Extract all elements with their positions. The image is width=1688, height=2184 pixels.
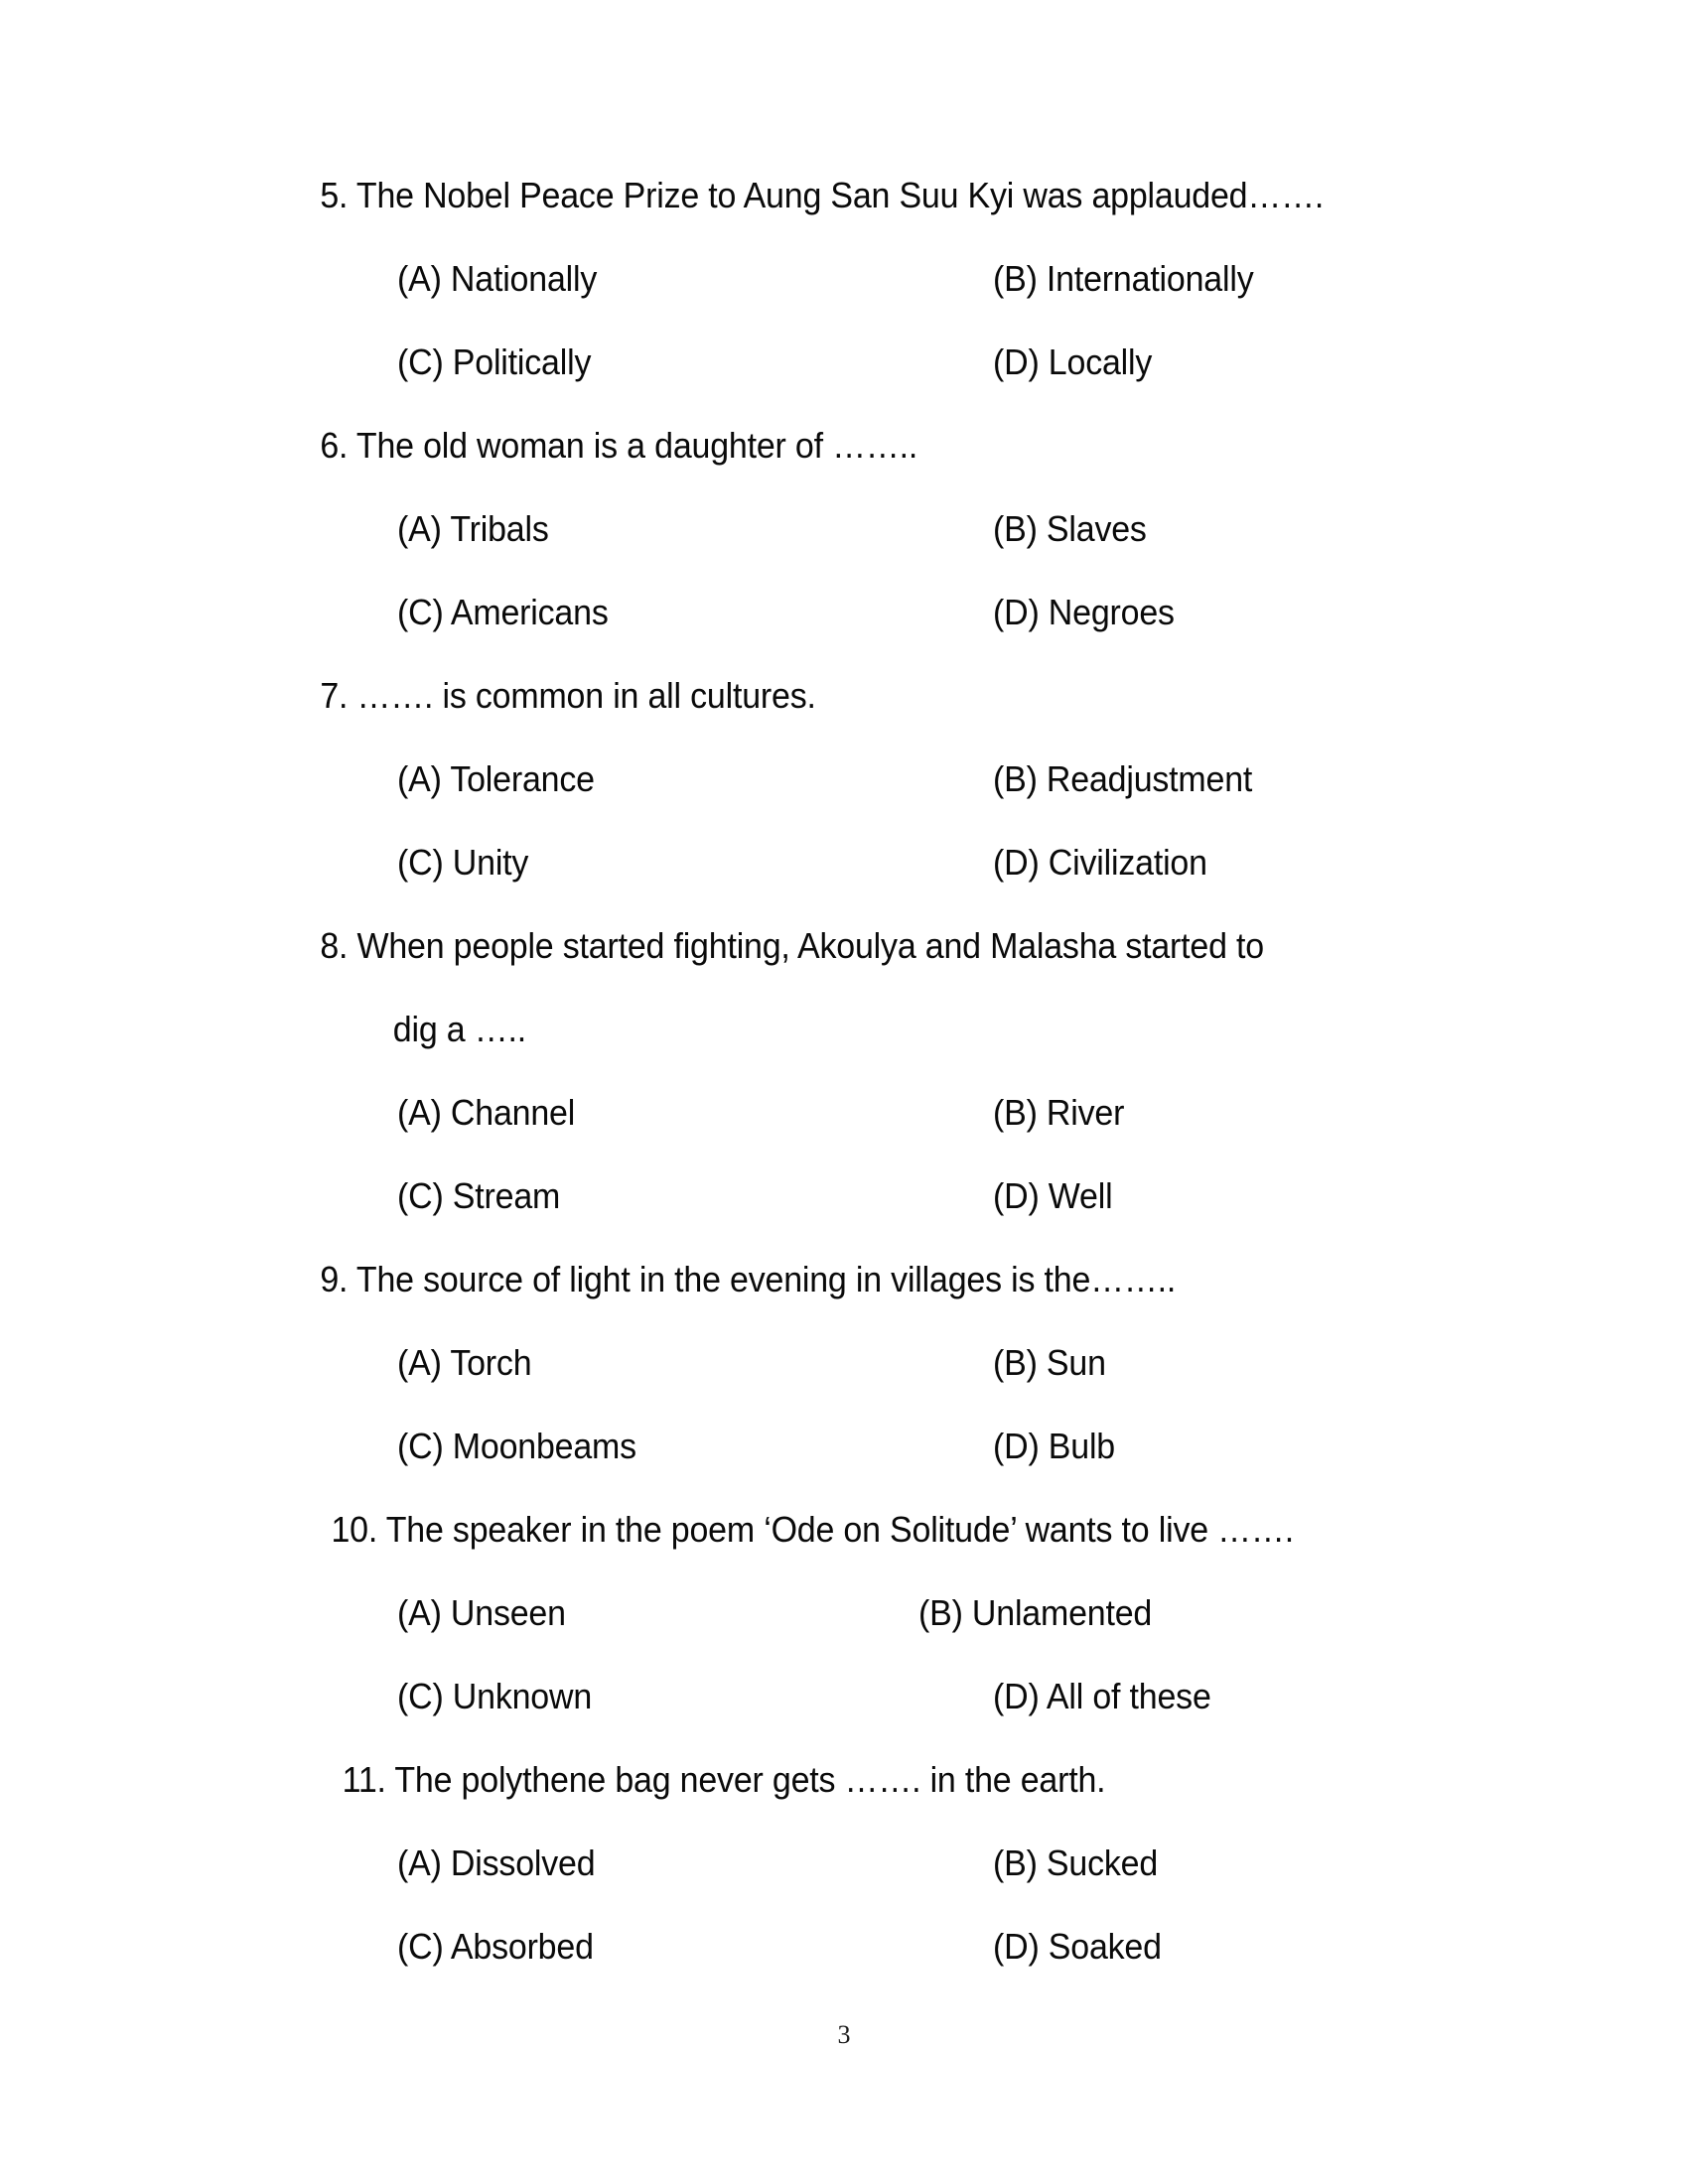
question-block-8: [298, 904, 1470, 1238]
option-row-11-ab: [298, 1822, 1470, 1905]
option-10-b[interactable]: (B) Unlamented: [918, 1591, 1153, 1633]
option-row-11-cd: [298, 1905, 1470, 1988]
option-row-8-cd: [298, 1155, 1470, 1238]
question-block-5: [298, 154, 1470, 404]
option-8-a[interactable]: (A) Channel: [397, 1091, 576, 1133]
option-6-b[interactable]: (B) Slaves: [993, 507, 1147, 549]
question-text-5: 5. The Nobel Peace Prize to Aung San Suu Kyi was applauded…….: [320, 174, 1325, 215]
option-8-c[interactable]: (C) Stream: [397, 1174, 561, 1216]
option-6-c[interactable]: (C) Americans: [397, 591, 609, 632]
option-8-d[interactable]: (D) Well: [993, 1174, 1113, 1216]
question-block-10: [298, 1488, 1470, 1738]
question-block-7: [298, 654, 1470, 904]
option-11-b[interactable]: (B) Sucked: [993, 1842, 1159, 1883]
option-row-8-ab: [298, 1071, 1470, 1155]
question-text-9: 9. The source of light in the evening in villages is the……..: [320, 1258, 1177, 1299]
option-6-d[interactable]: (D) Negroes: [993, 591, 1175, 632]
option-7-b[interactable]: (B) Readjustment: [993, 757, 1253, 799]
option-9-d[interactable]: (D) Bulb: [993, 1425, 1116, 1466]
option-11-d[interactable]: (D) Soaked: [993, 1925, 1162, 1967]
question-text-7: 7. ……. is common in all cultures.: [320, 674, 816, 716]
option-10-c[interactable]: (C) Unknown: [397, 1675, 593, 1716]
option-6-a[interactable]: (A) Tribals: [397, 507, 549, 549]
question-text-6: 6. The old woman is a daughter of ……..: [320, 424, 918, 466]
option-7-a[interactable]: (A) Tolerance: [397, 757, 595, 799]
option-9-a[interactable]: (A) Torch: [397, 1341, 532, 1383]
question-block-6: [298, 404, 1470, 654]
option-10-d[interactable]: (D) All of these: [993, 1675, 1211, 1716]
option-row-7-cd: [298, 821, 1470, 904]
option-5-b[interactable]: (B) Internationally: [993, 257, 1254, 299]
question-text-8-continuation: dig a …..: [392, 1008, 526, 1049]
option-row-10-ab: [298, 1571, 1470, 1655]
option-8-b[interactable]: (B) River: [993, 1091, 1125, 1133]
option-5-d[interactable]: (D) Locally: [993, 341, 1153, 382]
question-text-11: 11. The polythene bag never gets ……. in the earth.: [342, 1758, 1106, 1800]
option-row-9-cd: [298, 1405, 1470, 1488]
option-11-c[interactable]: (C) Absorbed: [397, 1925, 594, 1967]
option-9-b[interactable]: (B) Sun: [993, 1341, 1106, 1383]
option-row-10-cd: [298, 1655, 1470, 1738]
option-7-d[interactable]: (D) Civilization: [993, 841, 1207, 883]
option-7-c[interactable]: (C) Unity: [397, 841, 529, 883]
option-10-a[interactable]: (A) Unseen: [397, 1591, 566, 1633]
option-row-5-ab: [298, 237, 1470, 321]
option-row-7-ab: [298, 738, 1470, 821]
question-block-9: [298, 1238, 1470, 1488]
page-number: 3: [837, 2020, 851, 2049]
option-row-5-cd: [298, 321, 1470, 404]
option-11-a[interactable]: (A) Dissolved: [397, 1842, 596, 1883]
option-9-c[interactable]: (C) Moonbeams: [397, 1425, 636, 1466]
option-row-6-ab: [298, 487, 1470, 571]
option-row-6-cd: [298, 571, 1470, 654]
question-text-10: 10. The speaker in the poem ‘Ode on Solitude’ wants to live …….: [331, 1508, 1294, 1550]
question-text-8: 8. When people started fighting, Akoulya and Malasha started to: [320, 924, 1264, 966]
option-5-a[interactable]: (A) Nationally: [397, 257, 598, 299]
option-row-9-ab: [298, 1321, 1470, 1405]
question-block-11: [298, 1738, 1470, 1988]
question-list: [298, 154, 1470, 1988]
option-5-c[interactable]: (C) Politically: [397, 341, 592, 382]
